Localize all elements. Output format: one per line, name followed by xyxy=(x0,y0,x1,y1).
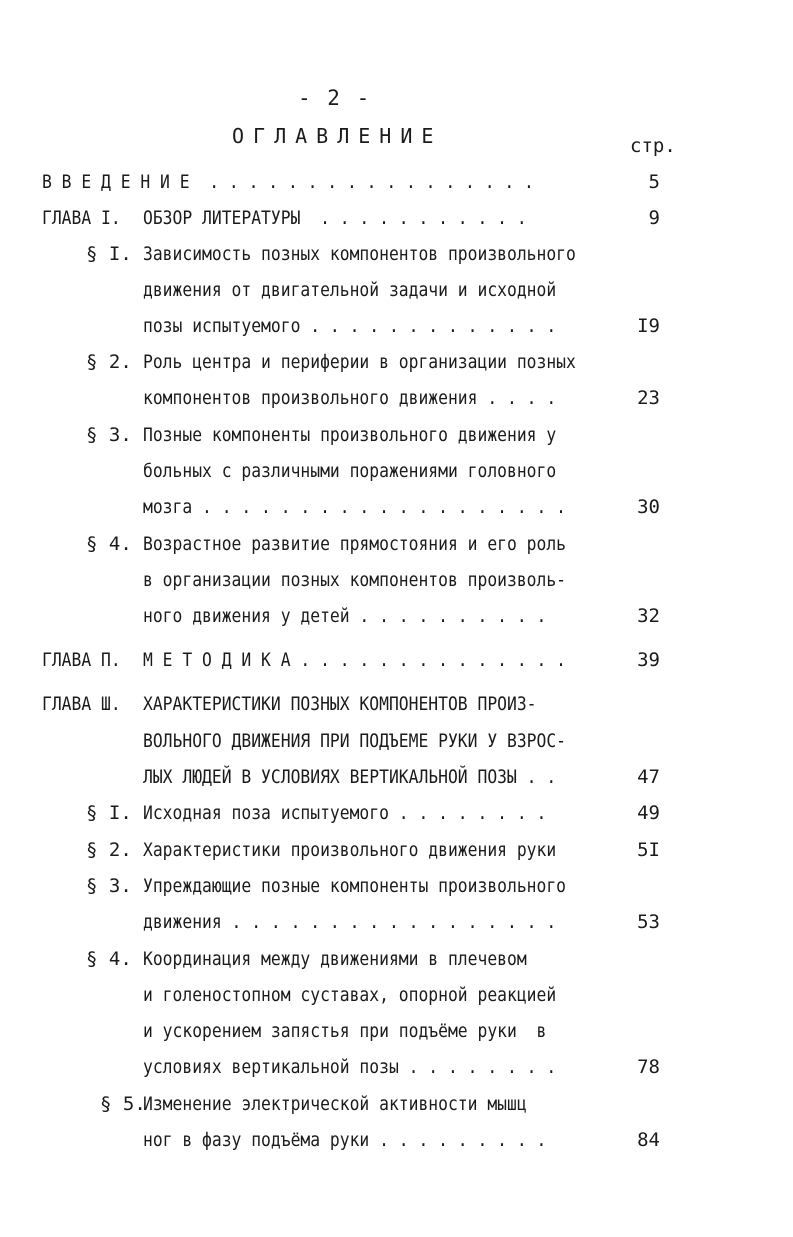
entry-line: Зависимость позных компонентов произвольного xyxy=(143,243,576,265)
entry-line: ного движения у детей . . . . . . . . . . xyxy=(143,605,547,627)
entry-label: ГЛАВА I. xyxy=(42,207,121,229)
entry-label: § 4. xyxy=(86,948,132,970)
entry-label: § 2. xyxy=(86,351,132,373)
entry-page: 39 xyxy=(637,649,660,671)
entry-line: ОБЗОР ЛИТЕРАТУРЫ . . . . . . . . . . . xyxy=(143,207,527,229)
toc-title: ОГЛАВЛЕНИЕ xyxy=(232,124,443,148)
entry-line: Исходная поза испытуемого . . . . . . . . xyxy=(143,802,547,824)
entry-line: в организации позных компонентов произволь- xyxy=(143,569,567,591)
entry-line: Позные компоненты произвольного движения у xyxy=(143,424,557,446)
entry-line: движения от двигательной задачи и исходной xyxy=(143,279,557,301)
entry-line: Характеристики произвольного движения руки xyxy=(143,839,557,861)
entry-label: § 5. xyxy=(100,1093,146,1115)
entry-line: ВОЛЬНОГО ДВИЖЕНИЯ ПРИ ПОДЪЕМЕ РУКИ У ВЗРОС- xyxy=(143,730,567,752)
entry-page: 5 xyxy=(648,171,660,193)
entry-line: Роль центра и периферии в организации позных xyxy=(143,351,576,373)
entry-page: 53 xyxy=(637,911,660,933)
entry-line: движения . . . . . . . . . . . . . . . . . xyxy=(143,911,557,933)
entry-line: Изменение электрической активности мышц xyxy=(143,1093,527,1115)
entry-label: § I. xyxy=(86,243,132,265)
entry-line: и голеностопном суставах, опорной реакцией xyxy=(143,984,557,1006)
entry-page: 5I xyxy=(637,839,660,861)
entry-label: § 2. xyxy=(86,839,132,861)
entry-line: мозга . . . . . . . . . . . . . . . . . . . xyxy=(143,496,567,518)
entry-line: Координация между движениями в плечевом xyxy=(143,948,527,970)
entry-label: § I. xyxy=(86,802,132,824)
entry-line: В В Е Д Е Н И Е . . . . . . . . . . . . . . . . . xyxy=(42,171,534,193)
entry-line: больных с различными поражениями головного xyxy=(143,460,557,482)
entry-line: условиях вертикальной позы . . . . . . . . xyxy=(143,1056,557,1078)
entry-line: позы испытуемого . . . . . . . . . . . . . xyxy=(143,315,557,337)
entry-page: 47 xyxy=(637,766,660,788)
entry-label: ГЛАВА П. xyxy=(42,649,121,671)
entry-page: 30 xyxy=(637,496,660,518)
entry-page: 78 xyxy=(637,1056,660,1078)
entry-page: 32 xyxy=(637,605,660,627)
page-column-label: стр. xyxy=(630,135,676,157)
entry-line: ног в фазу подъёма руки . . . . . . . . . xyxy=(143,1129,547,1151)
entry-line: М Е Т О Д И К А . . . . . . . . . . . . . . xyxy=(143,649,567,671)
entry-page: 84 xyxy=(637,1129,660,1151)
entry-label: ГЛАВА Ш. xyxy=(42,693,121,715)
entry-line: Возрастное развитие прямостояния и его роль xyxy=(143,533,567,555)
page-number: - 2 - xyxy=(298,86,372,110)
entry-line: ХАРАКТЕРИСТИКИ ПОЗНЫХ КОМПОНЕНТОВ ПРОИЗ- xyxy=(143,693,537,715)
entry-label: § 3. xyxy=(86,875,132,897)
entry-line: Упреждающие позные компоненты произвольного xyxy=(143,875,567,897)
entry-page: 49 xyxy=(637,802,660,824)
entry-label: § 4. xyxy=(86,533,132,555)
entry-page: I9 xyxy=(637,315,660,337)
entry-page: 23 xyxy=(637,387,660,409)
entry-line: ЛЫХ ЛЮДЕЙ В УСЛОВИЯХ ВЕРТИКАЛЬНОЙ ПОЗЫ . . xyxy=(143,766,557,788)
entry-page: 9 xyxy=(648,207,660,229)
entry-line: компонентов произвольного движения . . . . xyxy=(143,387,557,409)
entry-label: § 3. xyxy=(86,424,132,446)
entry-line: и ускорением запястья при подъёме руки в xyxy=(143,1020,547,1042)
